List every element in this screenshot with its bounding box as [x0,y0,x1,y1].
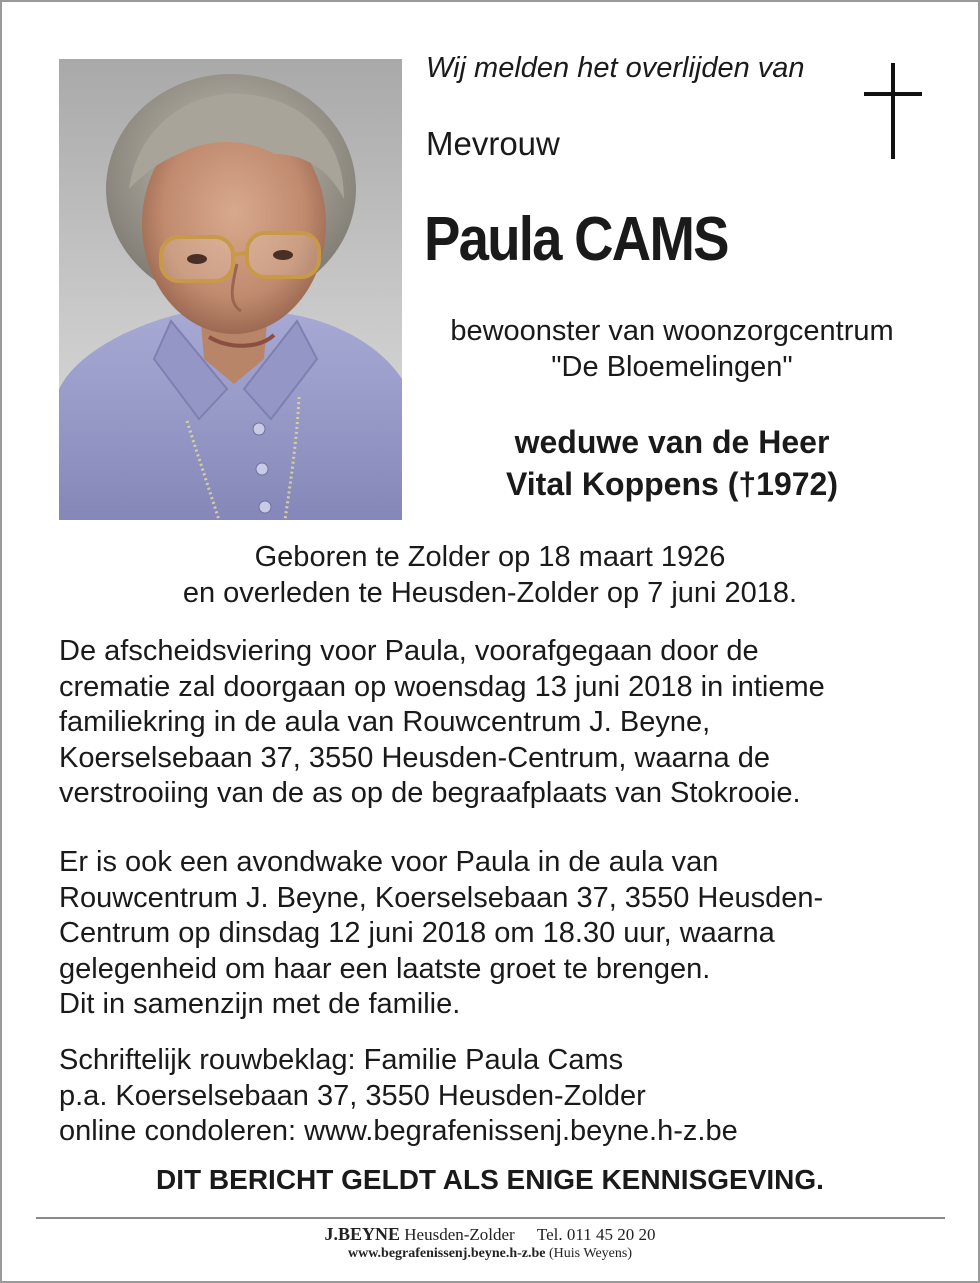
ceremony-paragraph [59,634,825,812]
notice-heading: DIT BERICHT GELDT ALS ENIGE KENNISGEVING. [156,1164,824,1195]
widow-line: Vital Koppens (†1972) [506,466,838,502]
paragraph-line: Centrum op dinsdag 12 juni 2018 om 18.30 uur, waarna [59,917,775,949]
widow-line: weduwe van de Heer [514,424,830,460]
paragraph-line: crematie zal doorgaan op woensdag 13 juni 2018 in intieme [59,670,825,703]
widow-block [412,421,932,505]
footer-phone: Tel. 011 45 20 20 [536,1225,656,1244]
paragraph-line: Er is ook een avondwake voor Paula in de aula van [59,846,719,878]
footer-location: Heusden-Zolder [404,1225,515,1244]
life-dates [0,539,980,611]
paragraph-line: Dit in samenzijn met de familie. [59,988,461,1020]
portrait-photo [59,59,402,520]
paragraph-line: Rouwcentrum J. Beyne, Koerselsebaan 37, 3550 Heusden- [59,881,824,914]
death-line: en overleden te Heusden-Zolder op 7 juni 2018. [182,577,798,609]
condolence-website-line: online condoleren: www.begrafenissenj.beyne.h-z.be [59,1115,738,1147]
paragraph-line: De afscheidsviering voor Paula, voorafgegaan door de [59,635,759,667]
footer-website: www.begrafenissenj.beyne.h-z.be [347,1246,546,1261]
paragraph-line: p.a. Koerselsebaan 37, 3550 Heusden-Zolder [59,1079,646,1112]
paragraph-line: Koerselsebaan 37, 3550 Heusden-Centrum, waarna de [59,741,770,774]
salutation: Mevrouw [426,125,560,162]
birth-line: Geboren te Zolder op 18 maart 1926 [254,541,726,573]
deceased-name: Paula CAMS [424,205,728,274]
paragraph-line: Schriftelijk rouwbeklag: Familie Paula Cams [59,1044,624,1076]
footer-divider [36,1217,945,1219]
residence-line: bewoonster van woonzorgcentrum [450,315,894,347]
paragraph-line: gelegenheid om haar een laatste groet te brengen. [59,952,711,985]
footer-contact-row [0,1224,980,1245]
paragraph-line: familiekring in de aula van Rouwcentrum J. Beyne, [59,706,711,738]
footer-house: (Huis Weyens) [549,1246,633,1261]
residence-block [412,313,932,385]
portrait-illustration [59,59,402,520]
residence-line: "De Bloemelingen" [551,351,793,383]
paragraph-line: verstrooiing van de as op de begraafplaats van Stokrooie. [59,777,801,809]
footer [0,1224,980,1262]
condolence-paragraph [59,1043,738,1150]
wake-paragraph [59,845,823,1023]
cross-icon [864,63,922,159]
intro-text: Wij melden het overlijden van [426,52,805,84]
footer-brand: J.BEYNE [324,1224,400,1244]
footer-web-row [0,1245,980,1262]
